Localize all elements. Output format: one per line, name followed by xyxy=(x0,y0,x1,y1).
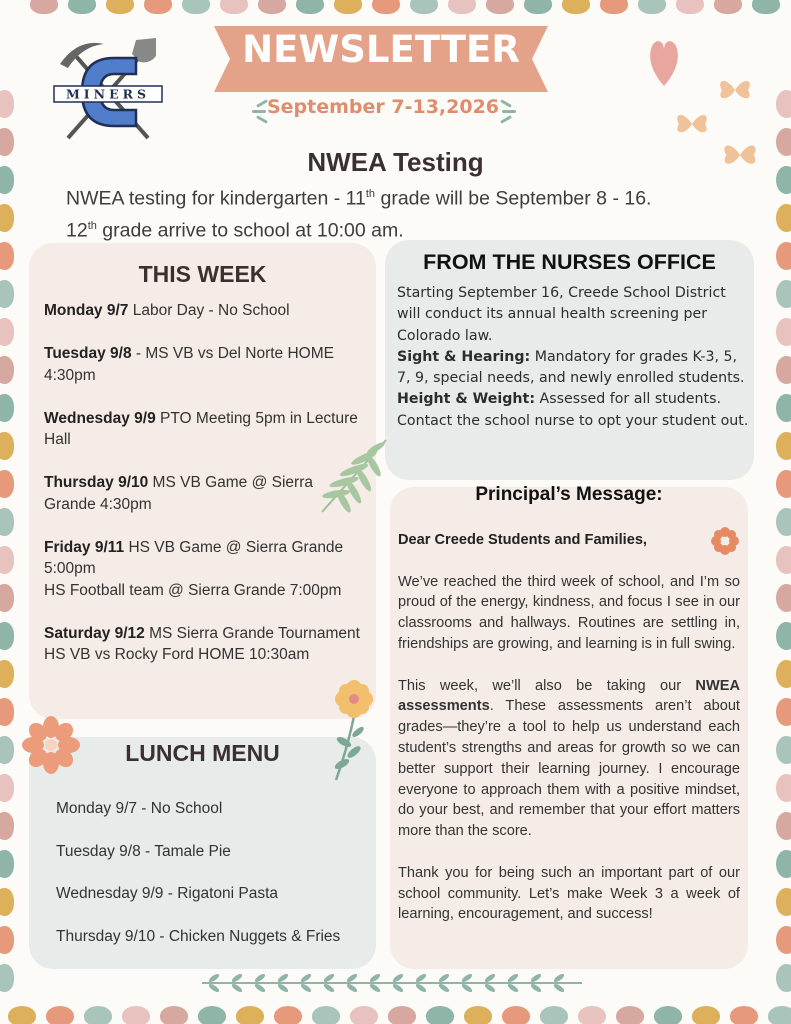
border-blob xyxy=(220,0,248,14)
vine-leaf xyxy=(369,973,382,984)
principal-message-title: Principal’s Message: xyxy=(475,484,663,505)
vine-leaf xyxy=(300,973,313,984)
border-blob xyxy=(776,774,791,802)
border-blob xyxy=(0,964,14,992)
vine-leaf xyxy=(553,973,566,984)
border-blob xyxy=(464,1006,492,1024)
border-blob xyxy=(776,432,791,460)
list-item: Wednesday 9/9 - Rigatoni Pasta xyxy=(56,885,279,903)
butterfly-icon xyxy=(716,76,754,104)
border-blob xyxy=(776,356,791,384)
vine-leaf xyxy=(415,973,428,984)
vine-leaf xyxy=(507,973,520,984)
border-blob xyxy=(776,584,791,612)
vine-leaf xyxy=(346,973,359,984)
border-blob xyxy=(0,356,14,384)
vine-decoration xyxy=(198,968,586,998)
vine-leaf xyxy=(231,983,244,994)
border-blob xyxy=(776,394,791,422)
vine-leaf xyxy=(438,973,451,984)
border-blob xyxy=(752,0,780,14)
this-week-title: THIS WEEK xyxy=(138,261,267,287)
newsletter-title: NEWSLETTER xyxy=(242,28,520,71)
border-blob xyxy=(84,1006,112,1024)
border-blob xyxy=(776,318,791,346)
border-blob xyxy=(296,0,324,14)
border-blob xyxy=(236,1006,264,1024)
vine-leaf xyxy=(254,983,267,994)
heart-icon xyxy=(648,36,680,88)
border-blob xyxy=(578,1006,606,1024)
this-week-list xyxy=(44,300,364,687)
list-item: Monday 9/7 - No School xyxy=(56,800,223,817)
vine-leaf xyxy=(323,973,336,984)
paragraph: This week, we’ll also be taking our NWEA assessments. These assessments aren’t about grades—they’re a tool to help us understand each student’s strengths and areas for growth so we can better support their learning journey. I encourage everyone to approach them with a positive mindset, do your best, and remember that your effort matters more than the score. xyxy=(398,677,740,840)
list-item: Thursday 9/10 MS VB Game @ Sierra Grande 4:30pm xyxy=(44,474,313,513)
border-blob xyxy=(0,318,14,346)
border-blob xyxy=(160,1006,188,1024)
border-blob xyxy=(334,0,362,14)
border-blob xyxy=(410,0,438,14)
border-blob xyxy=(0,774,14,802)
border-blob xyxy=(776,280,791,308)
vine-leaf xyxy=(346,983,359,994)
border-blob xyxy=(768,1006,791,1024)
nurses-office-title: FROM THE NURSES OFFICE xyxy=(423,250,716,274)
border-blob xyxy=(654,1006,682,1024)
nurses-office-text: Starting September 16, Creede School District will conduct its annual health screening per Colorado law. Sight & Hearing: Mandatory for grades K-3, 5, 7, 9, special needs, and newly enrolled students. Height & Weight: Assessed for all students. Contact the school nurse to opt your student out. xyxy=(397,285,749,429)
border-blob xyxy=(540,1006,568,1024)
border-blob xyxy=(562,0,590,14)
border-blob xyxy=(182,0,210,14)
border-blob xyxy=(0,280,14,308)
border-blob xyxy=(776,90,791,118)
border-blob xyxy=(776,964,791,992)
border-blob xyxy=(776,470,791,498)
border-blob xyxy=(46,1006,74,1024)
border-blob xyxy=(372,0,400,14)
border-blob xyxy=(106,0,134,14)
leaf-icon xyxy=(318,436,390,516)
border-blob xyxy=(198,1006,226,1024)
paragraph: Thank you for being such an important part of our school community. Let’s make Week 3 a week of learning, encouragement, and success! xyxy=(398,864,740,923)
flower-icon xyxy=(322,676,378,786)
border-blob xyxy=(0,660,14,688)
border-blob xyxy=(426,1006,454,1024)
vine-leaf xyxy=(484,983,497,994)
vine-leaf xyxy=(277,983,290,994)
paragraph: We’ve reached the third week of school, and I’m so proud of the energy, kindness, and focus I see in our classrooms and hallways. Routines are settling in, friendships are growing, and learning is in full swing. xyxy=(398,573,740,652)
border-blob xyxy=(776,698,791,726)
border-blob xyxy=(776,812,791,840)
list-item: Wednesday 9/9 PTO Meeting 5pm in Lecture Hall xyxy=(44,409,358,448)
border-blob xyxy=(0,90,14,118)
date-range: September 7-13,2026 xyxy=(266,96,500,118)
vine-leaf xyxy=(415,983,428,994)
border-blob xyxy=(0,926,14,954)
principal-message-text xyxy=(398,530,740,946)
border-blob xyxy=(776,736,791,764)
vine-leaf xyxy=(461,983,474,994)
border-blob xyxy=(776,622,791,650)
border-blob xyxy=(144,0,172,14)
border-blob xyxy=(676,0,704,14)
list-item: Monday 9/7 Labor Day - No School xyxy=(44,302,290,319)
vine-leaf xyxy=(231,973,244,984)
vine-leaf xyxy=(438,983,451,994)
border-blob xyxy=(274,1006,302,1024)
list-item: Friday 9/11 HS VB Game @ Sierra Grande 5:00pm HS Football team @ Sierra Grande 7:00pm xyxy=(44,538,344,599)
vine-leaf xyxy=(530,973,543,984)
border-blob xyxy=(730,1006,758,1024)
flower-icon xyxy=(20,716,82,774)
lunch-menu-title: LUNCH MENU xyxy=(125,740,280,766)
border-blob xyxy=(0,242,14,270)
border-blob xyxy=(692,1006,720,1024)
border-blob xyxy=(776,546,791,574)
border-blob xyxy=(616,1006,644,1024)
vine-leaf xyxy=(392,973,405,984)
nwea-text: NWEA testing for kindergarten - 11th grade will be September 8 - 16. 12th grade arrive to school at 10:00 am. xyxy=(66,187,652,241)
border-blob xyxy=(388,1006,416,1024)
vine-leaf xyxy=(553,983,566,994)
vine-leaf xyxy=(507,983,520,994)
vine-leaf xyxy=(208,983,221,994)
border-blob xyxy=(0,850,14,878)
border-blob xyxy=(638,0,666,14)
vine-leaf xyxy=(369,983,382,994)
vine-leaf xyxy=(484,973,497,984)
butterfly-icon xyxy=(672,110,712,138)
list-item: Thursday 9/10 - Chicken Nuggets & Fries xyxy=(56,928,341,946)
list-item: Saturday 9/12 MS Sierra Grande Tournament HS VB vs Rocky Ford HOME 10:30am xyxy=(44,624,360,663)
miners-logo xyxy=(52,34,164,146)
border-blob xyxy=(350,1006,378,1024)
vine-leaf xyxy=(392,983,405,994)
border-blob xyxy=(30,0,58,14)
border-blob xyxy=(524,0,552,14)
border-blob xyxy=(0,622,14,650)
border-blob xyxy=(776,204,791,232)
border-blob xyxy=(0,546,14,574)
border-blob xyxy=(312,1006,340,1024)
nwea-title: NWEA Testing xyxy=(307,147,484,177)
border-blob xyxy=(486,0,514,14)
border-blob xyxy=(258,0,286,14)
border-blob xyxy=(0,698,14,726)
border-blob xyxy=(0,736,14,764)
vine-leaf xyxy=(254,973,267,984)
border-blob xyxy=(0,508,14,536)
vine-leaf xyxy=(461,973,474,984)
border-blob xyxy=(776,242,791,270)
border-blob xyxy=(0,470,14,498)
vine-leaf xyxy=(530,983,543,994)
border-blob xyxy=(0,888,14,916)
vine-leaf xyxy=(208,973,221,984)
border-blob xyxy=(0,432,14,460)
border-blob xyxy=(68,0,96,14)
border-blob xyxy=(776,660,791,688)
vine-leaf xyxy=(277,973,290,984)
border-blob xyxy=(502,1006,530,1024)
vine-leaf xyxy=(300,983,313,994)
border-blob xyxy=(714,0,742,14)
border-blob xyxy=(8,1006,36,1024)
border-blob xyxy=(776,926,791,954)
list-item: Tuesday 9/8 - MS VB vs Del Norte HOME 4:30pm xyxy=(44,345,334,384)
greeting: Dear Creede Students and Families, xyxy=(398,532,647,548)
border-blob xyxy=(776,888,791,916)
border-blob xyxy=(0,204,14,232)
border-blob xyxy=(448,0,476,14)
logo-text: MINERS xyxy=(65,86,151,102)
border-blob xyxy=(776,508,791,536)
border-blob xyxy=(776,850,791,878)
border-blob xyxy=(0,812,14,840)
border-blob xyxy=(600,0,628,14)
vine-leaf xyxy=(323,983,336,994)
border-blob xyxy=(0,584,14,612)
list-item: Tuesday 9/8 - Tamale Pie xyxy=(56,842,231,860)
border-blob xyxy=(0,394,14,422)
lunch-menu-list xyxy=(56,799,366,970)
border-blob xyxy=(122,1006,150,1024)
